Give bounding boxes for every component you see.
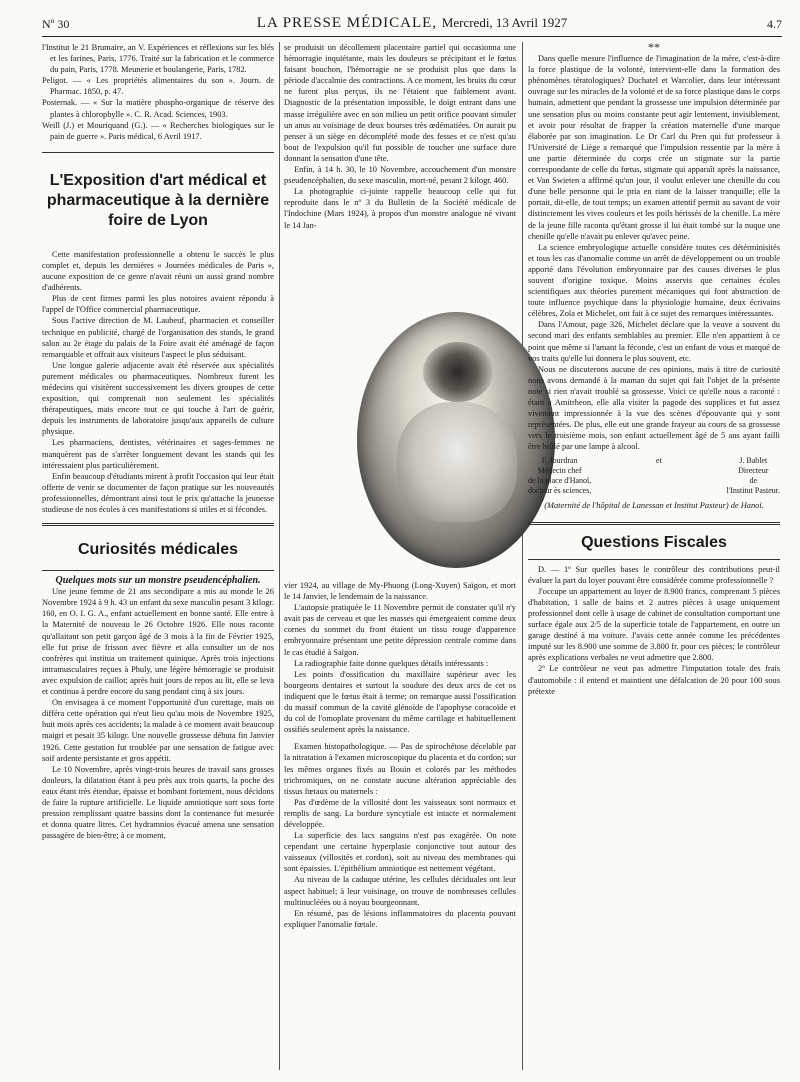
body-paragraph: Enfin beaucoup d'étudiants mirent à profit l'occasion qui leur était offerte de venir se documenter de façon pratique sur les nouveautés professionnelles, démontrant ainsi tout le prix qu'attache la jeunesse studieuse de nos écoles à ces manifestations si utiles et si fécondes. <box>42 471 274 514</box>
body-paragraph: J'occupe un appartement au loyer de 8.900 francs, comprenant 5 pièces d'habitation, 1 salle de bains et 2 autres pièces à usage uniquement professionnel dont celle à usage de cabinet de consultation comportant une surface égale aux 2/5 de la superficie totale de l'appartement, en outre un garage destiné à ma voiture. J'avais cette année comme les précédentes imputé sur les 8.900 une somme de 3.800 fr. pour ces pièces; le contrôleur après explications verbales ne veut admettre que 2.800. <box>528 586 780 663</box>
signature-right <box>727 456 780 496</box>
body-paragraph: vier 1924, au village de My-Phuong (Long-Xuyen) Saïgon, et mort le 14 Janvier, le lendemain de la naissance. <box>284 581 516 602</box>
body-paragraph: Dans quelle mesure l'influence de l'imagination de la mère, c'est-à-dire la force plastique de la volonté, intervient-elle dans la formation des phénomènes tératologiques? Duchatel et Warcolier, dans leur intéressant ouvrage sur les miracles de la volonté et de sa force plastique dans le corps humain, admettent que pendant la grossesse une impulsion déterminée par une sensation plus ou moins constante peut agir lentement, invisiblement, et avoir pour résultat de frapper la création maternelle d'une marque élaborée par son imagination. Le Dr Carl du Pren qui fut professeur à l'Université de Liège a remarqué que l'impulsion ressentie par la mère à une partie déterminée du corps crée un stigmate sur la partie correspondante de celle du fœtus, stigmate qui apparaît après la naissance, et Van Swieten a affirmé qu'un jour, il voulut enlever une chenille du cou d'une belle personne qui le pria en riant de la laisser tranquille; elle la portait, dit-elle, de tout temps; un examen attentif permit au savant de voir distinctement les vives couleurs et les poils hérissés de la chenille. La mère de la jeune fille raconta qu'étant grosse il lui était tombé sur la nuque une chenille qu'elle n'avait pu enlever qu'avec peine. <box>528 54 780 241</box>
column-divider <box>522 42 523 1070</box>
journal-name: LA PRESSE MÉDICALE, <box>256 15 438 31</box>
reference-item: Posternak. — « Sur la matière phospho-organique de réserve des plantes à chlorophylle ». C. R. Acad. Sciences, 1903. <box>42 98 274 119</box>
body-paragraph: L'autopsie pratiquée le 11 Novembre permit de constater qu'il n'y avait pas de cerveau et que les masses qui émergeaient comme deux cornes du sommet du front étaient un tissu rouge d'apparence embryonnaire présentant une petite dépression centrale comme dans le cas étudié à Saïgon. <box>284 603 516 657</box>
issue-number: Nº 30 <box>42 17 70 31</box>
body-paragraph: Les pharmaciens, dentistes, vétérinaires et sages-femmes ne manquèrent pas de s'arrêter longuement devant les stands qui les intéressaient plus particulièrement. <box>42 438 274 470</box>
body-paragraph: Sous l'active direction de M. Laubeuf, pharmacien et conseiller technique en publicité, chargé de l'organisation des stands, le grand salon au 2e étage du palais de la Foire avait été aménagé de façon remarquable et offrait aux visiteurs l'aspect le plus séduisant. <box>42 316 274 359</box>
affiliation-note: (Maternité de l'hôpital de Lanessan et Institut Pasteur) de Hanoï. <box>544 501 764 511</box>
body-paragraph: En résumé, pas de lésions inflammatoires du placenta pouvant expliquer l'anomalie fœtale. <box>284 908 516 929</box>
body-paragraph: Une jeune femme de 21 ans secondipare a mis au monde le 26 Novembre 1924 à 9 h. 43 un enfant du sexe masculin pesant 3 kilogr. 160, en O. I. G. A., enfant actuellement en bonne santé. Elle entre à la Maternité de nouveau le 26 Octobre 1926. Elle nous raconte qu'allaitant son petit garçon âgé de 3 mois à la fin de Février 1925, elle fut prise de frisson avec fièvre et alla consulter un de nos confrères qui institua un traitement quinique. Après trois injections intramusculaires reçues à Phuly, une légère hémorragie se produisit avec expulsion de caillot; après huit jours de repos au lit, elle se leva et continua à perdre encore du sang pendant cinq à six jours. <box>42 587 274 697</box>
body-paragraph: Une longue galerie adjacente avait été réservée aux spécialités purement médicales ou pharmaceutiques. Nombreux furent les médecins qui visitèrent successivement les divers groupes de cette exposition, qui comprenait non seulement les spécialités thérapeutiques, mais encore tout ce qui touche à l'art de guérir, depuis les instruments de laboratoire jusqu'aux appareils de culture physique. <box>42 360 274 437</box>
author-name: F. Jourdran <box>541 456 578 466</box>
page-header <box>42 14 782 36</box>
body-paragraph: Enfin, à 14 h. 30, le 10 Novembre, accouchement d'un monstre pseudencéphalien, du sexe masculin, mort-né, pesant 2 kilogr. 460. <box>284 165 516 186</box>
body-paragraph: 2º Le contrôleur ne veut pas admettre l'imputation totale des frais d'automobile : il entend et maintient une défalcation de 20 pour 100 sous prétexte <box>528 664 780 696</box>
body-paragraph: Nous ne discuterons aucune de ces opinions, mais à titre de curiosité nous avons demandé à la maman du sujet qui fait l'objet de la présente note si rien n'avait troublé sa grossesse. Voici ce qu'elle nous a raconté : étant à Amitrheon, elle alla visiter la pagode des supplices et fut assez vivement impressionnée à la vue des scènes d'épouvante qui y sont représentées. De plus, elle eut une grande frayeur au cours de sa grossesse vers le troisième mois, son enfant actuellement âgé de 5 ans ayant failli être brûlé par une lampe à alcool. <box>528 364 780 452</box>
body-paragraph: Les points d'ossification du maxillaire supérieur avec les bourgeons dentaires et surtout la soudure des deux arcs de cet os indiquent que le fœtus était à terme; on remarque aussi l'ossification du massif commun de la cavité glénoïde de l'apophyse coracoïde et du col de l'omoplate provenant du même cartilage et habituellement ossifiés seulement après la naissance. <box>284 669 516 735</box>
body-paragraph: On envisagea à ce moment l'opportunité d'un curettage, mais on différa cette opération qui n'eut lieu qu'au mois de Novembre 1925, huit mois après ces accidents; la malade à ce moment avait beaucoup maigri et pesait 35 kilogr. Une nouvelle grossesse débuta fin Janvier 1926. Cette gestation fut troublée par une sensation de fatigue avec soif ardente persistante et gros appétit. <box>42 698 274 763</box>
monster-photograph <box>357 312 555 568</box>
body-paragraph: Pas d'œdème de la villosité dont les vaisseaux sont normaux et remplis de sang. La bordure syncytiale est intacte et normalement développée. <box>284 797 516 829</box>
body-paragraph: Plus de cent firmes parmi les plus notoires avaient répondu à l'appel de l'Office commercial pharmaceutique. <box>42 294 274 315</box>
header-rule <box>42 36 782 37</box>
signature-left <box>528 456 591 496</box>
curiosites-subtitle: Quelques mots sur un monstre pseudencéphalien. <box>55 575 261 587</box>
body-paragraph: Le 10 Novembre, après vingt-trois heures de travail sans grosses douleurs, la dilatation étant à peu près aux trois quarts, la poche des eaux étant très étendue, épaisse et bombant fortement, nous décidons de faire la rupture artificielle. Le liquide amniotique sort sous forte pression remplissant quatre bassins dont la contenance fut mesurée et donna quatre litres. Cet hydramnios évacué amena une sensation passagère de bien-être; à ce moment, <box>42 764 274 841</box>
column-2-bottom <box>284 580 516 930</box>
body-paragraph: La science embryologique actuelle considère toutes ces détérminisités et tous les cas d'anomalie comme un arrêt de développement ou un trouble apporté dans l'évolution embryonnaire par des causes diverses le plus souvent d'origine toxique. Moins asservis que certaines écoles scientifiques aux théories purement mécaniques qui font abstraction de toute influence psychique dans la physiologie humaine, deux écrivains célèbres, Zola et Michelet, ont fait à ce sujet des remarques intéressantes. <box>528 242 780 319</box>
reference-item: l'Institut le 21 Brumaire, an V. Expériences et réflexions sur les blés et les farines, Paris, 1776. Traité sur la fabrication et le commerce du pain, Paris, 1778. Meunerie et boulangerie, Paris, 1782. <box>42 43 274 75</box>
body-paragraph: La radiographie faite donne quelques détails intéressants : <box>294 658 489 668</box>
author-title: docteur ès sciences, <box>528 486 592 496</box>
section-rule <box>528 559 780 560</box>
body-paragraph: Au niveau de la caduque utérine, les cellules déciduales ont leur aspect habituel; à leur voisinage, on trouve de nombreuses cellules multinucléées ou à noyau bourgeonnant. <box>284 875 516 907</box>
column-1 <box>42 42 274 841</box>
author-title: Médecin chef <box>537 466 582 476</box>
column-3 <box>528 42 780 697</box>
body-paragraph: Cette manifestation professionnelle a obtenu le succès le plus complet et, depuis les dernières « Journées médicales de Paris », aucune exposition de ce genre n'avait réuni un aussi grand nombre d'adhérents. <box>42 249 274 293</box>
signature-block <box>528 456 780 496</box>
fiscal-title: Questions Fiscales <box>581 533 727 551</box>
issue-date: Mercredi, 13 Avril 1927 <box>441 15 568 30</box>
author-title: Directeur <box>738 466 769 476</box>
signature-joiner: et <box>656 456 662 466</box>
body-paragraph: La photographie ci-jointe rappelle beaucoup celle qui fut reproduite dans le nº 3 du Bulletin de la Société médicale de l'Indochine (Mars 1924), à propos d'un monstre analogue né vivant le 14 Jan- <box>284 187 516 230</box>
body-paragraph: se produisit un décollement placentaire partiel qui occasionna une hémorragie inquiétante, mais les douleurs se précipitant et le fœtus faisant bouchon, l'hémorragie ne se produisit plus que dans la période d'accalmie des contractions. A ce moment, les bruits du cœur ne furent plus perçus, ils ne l'étaient que faiblement avant. Diagnostic de la présentation impossible, le doigt entrant dans une masse irrégulière avec en son milieu un petit orifice pouvant simuler un anus au voisinage de deux bourses très œdématiées. On aurait pu penser à un siège en décomplété mode des fesses et ce n'est qu'au bout de l'expulsion qu'il fut possible de toucher une surface dure donnant la sensation d'une tête. <box>284 43 516 163</box>
author-name: J. Bablet <box>739 456 768 466</box>
reference-item: Weill (J.) et Mouriquand (G.). — « Recherches biologiques sur le pain de guerre ». Paris médical, 6 Avril 1917. <box>42 120 274 141</box>
curiosites-title: Curiosités médicales <box>77 541 239 559</box>
author-title: de la place d'Hanoï, <box>528 476 592 486</box>
exposition-title: L'Exposition d'art médical et pharmaceutique à la dernière foire de Lyon <box>46 171 270 229</box>
body-paragraph: La superficie des lacs sanguins n'est pas exagérée. On note cependant une certaine hyperplasie conjonctive tout autour des vaisseaux (villosités et cordon), soit au niveau des membranes qui sont épaissies. L'épithélium amniotique est nettement végétant. <box>284 831 516 874</box>
section-rule <box>42 523 274 526</box>
section-rule <box>528 522 780 525</box>
author-title: l'Institut Pasteur. <box>726 486 780 496</box>
body-paragraph: Dans l'Amour, page 326, Michelet déclare que la veuve a souvent du second mari des enfants semblables au premier. Elle n'en appartient à ce point que même si l'amant la féconde, c'est un enfant de vous et marqué de vos traits qu'elle lui donnera le plus souvent, etc. <box>528 320 780 363</box>
section-stars: ** <box>648 40 660 54</box>
section-rule <box>42 570 274 571</box>
column-divider <box>279 42 280 1070</box>
masthead <box>42 15 782 32</box>
author-title: de <box>749 476 758 486</box>
reference-item: Peligot. — « Les propriétés alimentaires du son ». Journ. de Pharmac. 1850, p. 47. <box>42 76 274 97</box>
body-paragraph: D. — 1º Sur quelles bases le contrôleur des contributions peut-il évaluer la part du loyer pouvant être considérée comme professionnelle ? <box>528 564 780 585</box>
body-paragraph: Examen histopathologique. — Pas de spirochétose décelable par la nitratation à l'examen microscopique du placenta et du cordon; sur les mêmes organes fixés au Bouin et colorés par les méthodes trichromiques, on ne constate aucune altération appréciable des tissus fœtaux ou maternels : <box>284 742 516 796</box>
section-rule <box>42 152 274 153</box>
column-2-top <box>284 42 516 304</box>
page-number: 4.7 <box>767 17 782 31</box>
